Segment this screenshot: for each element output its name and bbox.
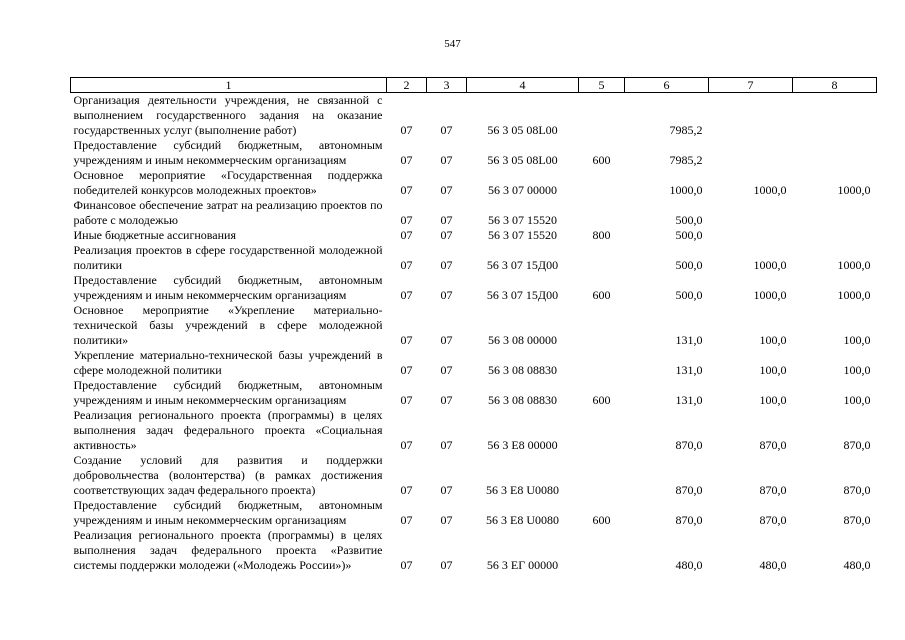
row-name: Организация деятельности учреждения, не связанной с выполнением государственного задания на оказание государственных услуг (выполнение работ) xyxy=(73,93,383,137)
row-amount-col8 xyxy=(793,93,877,139)
row-target-code: 56 3 08 08830 xyxy=(488,393,557,407)
table-row xyxy=(71,453,877,498)
row-subsection: 07 xyxy=(440,153,453,167)
row-target-code: 56 3 05 08L00 xyxy=(487,123,558,137)
row-amount-col7: 100,0 xyxy=(759,393,787,407)
table-row xyxy=(71,93,877,139)
row-amount-col7: 870,0 xyxy=(759,513,787,527)
row-target-code: 56 3 E8 U0080 xyxy=(486,483,559,497)
row-target-code: 56 3 07 15Д00 xyxy=(486,258,559,272)
row-subsection: 07 xyxy=(440,483,453,497)
row-amount-col6: 500,0 xyxy=(675,258,703,272)
row-subsection: 07 xyxy=(440,363,453,377)
header-col-1: 1 xyxy=(71,78,387,93)
row-name: Укрепление материально-технической базы учреждений в сфере молодежной политики xyxy=(73,348,383,377)
row-name: Основное мероприятие «Государственная поддержка победителей конкурсов молодежных проектов» xyxy=(73,168,383,197)
table-row xyxy=(71,528,877,573)
row-section: 07 xyxy=(400,513,413,527)
row-target-code: 56 3 E8 U0080 xyxy=(486,513,559,527)
row-subsection: 07 xyxy=(440,258,453,272)
row-target-code: 56 3 07 15520 xyxy=(488,228,557,242)
row-amount-col7 xyxy=(709,93,793,139)
header-col-2: 2 xyxy=(387,78,427,93)
row-expense-type xyxy=(579,408,625,453)
row-expense-type: 600 xyxy=(592,153,611,167)
page-number: 547 xyxy=(444,38,461,50)
row-name: Предоставление субсидий бюджетным, автономным учреждениям и иным некоммерческим организациям xyxy=(73,138,383,167)
row-expense-type xyxy=(579,93,625,139)
row-subsection: 07 xyxy=(440,123,453,137)
row-amount-col6: 870,0 xyxy=(675,513,703,527)
row-subsection: 07 xyxy=(440,393,453,407)
table-row xyxy=(71,303,877,348)
row-amount-col6: 500,0 xyxy=(675,213,703,227)
row-expense-type xyxy=(579,168,625,198)
row-amount-col8: 100,0 xyxy=(843,393,871,407)
row-amount-col6: 870,0 xyxy=(675,483,703,497)
row-section: 07 xyxy=(400,393,413,407)
row-amount-col6: 870,0 xyxy=(675,438,703,452)
row-amount-col7: 1000,0 xyxy=(753,183,787,197)
row-section: 07 xyxy=(400,438,413,452)
row-expense-type: 600 xyxy=(592,513,611,527)
row-section: 07 xyxy=(400,483,413,497)
row-amount-col8: 100,0 xyxy=(843,333,871,347)
row-amount-col8: 1000,0 xyxy=(837,183,871,197)
row-subsection: 07 xyxy=(440,333,453,347)
row-section: 07 xyxy=(400,288,413,302)
row-expense-type xyxy=(579,198,625,228)
row-amount-col7: 870,0 xyxy=(759,438,787,452)
row-section: 07 xyxy=(400,558,413,572)
row-amount-col8: 870,0 xyxy=(843,513,871,527)
row-amount-col7: 100,0 xyxy=(759,363,787,377)
row-amount-col7: 1000,0 xyxy=(753,288,787,302)
row-amount-col6: 131,0 xyxy=(675,333,703,347)
table-row xyxy=(71,273,877,303)
header-col-6: 6 xyxy=(625,78,709,93)
row-section: 07 xyxy=(400,363,413,377)
row-name: Финансовое обеспечение затрат на реализацию проектов по работе с молодежью xyxy=(73,198,383,227)
table-row xyxy=(71,168,877,198)
row-amount-col7: 1000,0 xyxy=(753,258,787,272)
row-amount-col6: 7985,2 xyxy=(669,123,703,137)
header-col-3: 3 xyxy=(427,78,467,93)
budget-table xyxy=(70,77,877,573)
row-subsection: 07 xyxy=(440,438,453,452)
row-name: Создание условий для развития и поддержки добровольчества (волонтерства) (в рамках достижения соответствующих задач федерального проекта) xyxy=(73,453,383,497)
row-amount-col6: 7985,2 xyxy=(669,153,703,167)
row-expense-type xyxy=(579,528,625,573)
row-subsection: 07 xyxy=(440,183,453,197)
row-amount-col6: 500,0 xyxy=(675,228,703,242)
row-amount-col6: 480,0 xyxy=(675,558,703,572)
table-row xyxy=(71,348,877,378)
row-target-code: 56 3 E8 00000 xyxy=(487,438,558,452)
table-row xyxy=(71,228,877,243)
row-amount-col7: 100,0 xyxy=(759,333,787,347)
header-col-7: 7 xyxy=(709,78,793,93)
row-amount-col6: 131,0 xyxy=(675,363,703,377)
row-section: 07 xyxy=(400,183,413,197)
row-amount-col7: 480,0 xyxy=(759,558,787,572)
row-amount-col8 xyxy=(793,228,877,243)
row-section: 07 xyxy=(400,228,413,242)
row-amount-col7 xyxy=(709,198,793,228)
row-name: Основное мероприятие «Укрепление материально-технической базы учреждений в сфере молодежной политики» xyxy=(73,303,383,347)
table-row xyxy=(71,138,877,168)
row-expense-type xyxy=(579,303,625,348)
row-amount-col8: 100,0 xyxy=(843,363,871,377)
row-target-code: 56 3 05 08L00 xyxy=(487,153,558,167)
row-expense-type xyxy=(579,243,625,273)
row-amount-col8 xyxy=(793,138,877,168)
row-amount-col6: 1000,0 xyxy=(669,183,703,197)
row-amount-col7 xyxy=(709,138,793,168)
row-expense-type: 600 xyxy=(592,393,611,407)
row-section: 07 xyxy=(400,213,413,227)
row-amount-col8: 870,0 xyxy=(843,438,871,452)
row-amount-col8: 1000,0 xyxy=(837,258,871,272)
row-amount-col6: 131,0 xyxy=(675,393,703,407)
row-amount-col7 xyxy=(709,228,793,243)
row-subsection: 07 xyxy=(440,228,453,242)
row-expense-type: 600 xyxy=(592,288,611,302)
row-amount-col6: 500,0 xyxy=(675,288,703,302)
row-name: Реализация регионального проекта (программы) в целях выполнения задач федерального проекта «Развитие системы поддержки молодежи («Молодежь России»)» xyxy=(73,528,383,572)
row-expense-type: 800 xyxy=(592,228,611,242)
row-target-code: 56 3 07 15Д00 xyxy=(486,288,559,302)
row-subsection: 07 xyxy=(440,558,453,572)
row-amount-col8 xyxy=(793,198,877,228)
row-section: 07 xyxy=(400,258,413,272)
row-amount-col8: 1000,0 xyxy=(837,288,871,302)
table-row xyxy=(71,243,877,273)
row-target-code: 56 3 07 00000 xyxy=(488,183,557,197)
row-subsection: 07 xyxy=(440,288,453,302)
table-row xyxy=(71,408,877,453)
row-amount-col8: 870,0 xyxy=(843,483,871,497)
header-col-8: 8 xyxy=(793,78,877,93)
row-name: Предоставление субсидий бюджетным, автономным учреждениям и иным некоммерческим организациям xyxy=(73,378,383,407)
row-name: Реализация регионального проекта (программы) в целях выполнения задач федерального проекта «Социальная активность» xyxy=(73,408,383,452)
table-header xyxy=(71,78,877,93)
row-expense-type xyxy=(579,348,625,378)
row-name: Предоставление субсидий бюджетным, автономным учреждениям и иным некоммерческим организациям xyxy=(73,273,383,302)
row-amount-col8: 480,0 xyxy=(843,558,871,572)
header-col-5: 5 xyxy=(579,78,625,93)
row-section: 07 xyxy=(400,153,413,167)
table-row xyxy=(71,378,877,408)
row-target-code: 56 3 08 08830 xyxy=(488,363,557,377)
row-section: 07 xyxy=(400,333,413,347)
row-expense-type xyxy=(579,453,625,498)
row-target-code: 56 3 ЕГ 00000 xyxy=(486,558,559,572)
row-subsection: 07 xyxy=(440,513,453,527)
header-col-4: 4 xyxy=(467,78,579,93)
header-row xyxy=(71,78,877,93)
row-section: 07 xyxy=(400,123,413,137)
table-body xyxy=(71,93,877,574)
row-name: Реализация проектов в сфере государственной молодежной политики xyxy=(73,243,383,272)
row-target-code: 56 3 08 00000 xyxy=(488,333,557,347)
table-row xyxy=(71,198,877,228)
row-subsection: 07 xyxy=(440,213,453,227)
row-name: Предоставление субсидий бюджетным, автономным учреждениям и иным некоммерческим организациям xyxy=(73,498,383,527)
table-row xyxy=(71,498,877,528)
row-target-code: 56 3 07 15520 xyxy=(488,213,557,227)
row-amount-col7: 870,0 xyxy=(759,483,787,497)
row-name: Иные бюджетные ассигнования xyxy=(73,228,236,242)
